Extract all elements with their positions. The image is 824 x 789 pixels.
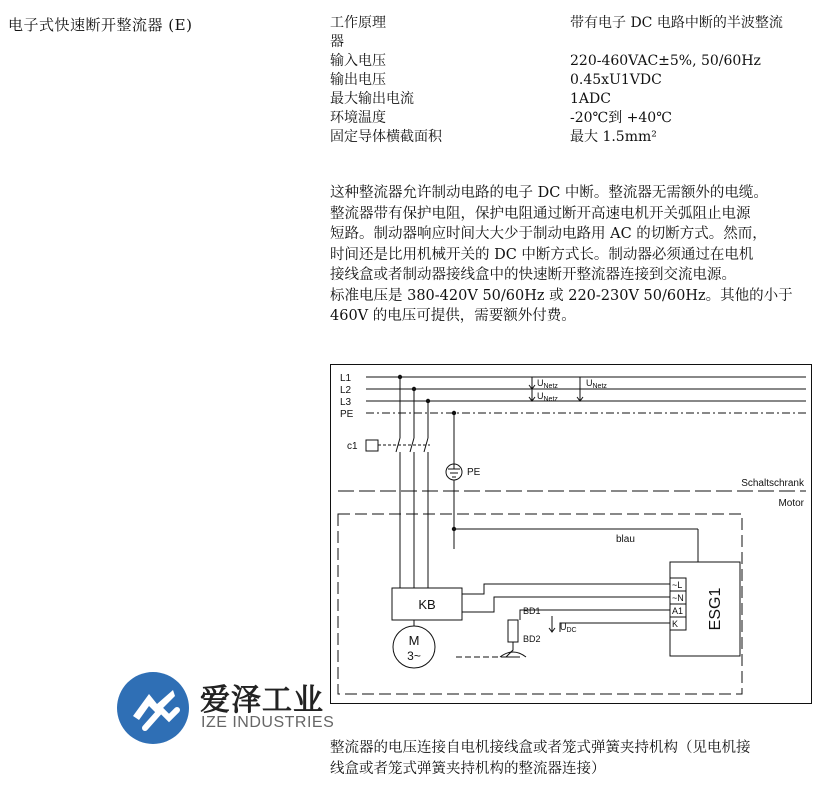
caption bbox=[330, 738, 820, 780]
spec-label: 输入电压 bbox=[330, 53, 386, 69]
brake-mech bbox=[506, 642, 520, 657]
contactor-coil bbox=[366, 440, 378, 451]
unetz-label bbox=[537, 378, 558, 390]
label-bd1: BD1 bbox=[523, 606, 541, 616]
spec-value: -20℃到 +40℃ bbox=[570, 110, 672, 126]
description-line: 整流器带有保护电阻，保护电阻通过断开高速电机开关弧阻止电源 bbox=[330, 205, 751, 222]
spec-label: 环境温度 bbox=[330, 110, 386, 126]
label-term-n: ~N bbox=[672, 593, 684, 603]
spec-value: 最大 1.5mm² bbox=[570, 129, 657, 145]
label-kb: KB bbox=[418, 597, 436, 612]
description-line: 这种整流器允许制动电路的电子 DC 中断。整流器无需额外的电缆。 bbox=[330, 185, 768, 201]
spec-row bbox=[330, 71, 820, 90]
company-logo bbox=[115, 670, 355, 750]
wire-kb-l bbox=[462, 584, 670, 594]
label-l1: L1 bbox=[340, 373, 352, 384]
udc-label bbox=[560, 622, 577, 634]
label-bd2: BD2 bbox=[523, 634, 541, 644]
label-term-l: ~L bbox=[672, 580, 683, 590]
label-term-a1: A1 bbox=[672, 606, 684, 616]
label-term-k: K bbox=[672, 619, 679, 629]
description-line: 460V 的电压可提供，需要额外付费。 bbox=[330, 308, 576, 324]
label-motor: Motor bbox=[778, 498, 804, 509]
label-blau: blau bbox=[616, 534, 635, 545]
spec-row bbox=[330, 14, 820, 33]
label-pe: PE bbox=[340, 409, 354, 420]
unetz-u: U bbox=[586, 378, 593, 388]
spec-row bbox=[330, 128, 820, 147]
spec-value: 带有电子 DC 电路中断的半波整流 bbox=[570, 15, 783, 31]
spec-table bbox=[330, 14, 820, 147]
unetz-u: U bbox=[537, 378, 544, 388]
udc-sub: DC bbox=[566, 627, 577, 634]
description-line: 时间还是比用机械开关的 DC 中断方式长。制动器必须通过在电机 bbox=[330, 246, 754, 263]
unetz-sub: Netz bbox=[592, 383, 607, 390]
label-pe-ground: PE bbox=[467, 467, 481, 478]
spec-row bbox=[330, 109, 820, 128]
unetz-label bbox=[586, 378, 607, 390]
label-motor-m: M bbox=[408, 633, 420, 648]
logo-chinese: 爱泽工业 bbox=[200, 683, 324, 718]
spec-row bbox=[330, 33, 820, 52]
label-motor-3: 3~ bbox=[407, 649, 421, 663]
logo-english: IZE INDUSTRIES bbox=[201, 714, 335, 731]
section-heading: 电子式快速断开整流器 (E) bbox=[8, 16, 193, 34]
logo-mark-icon bbox=[115, 670, 195, 750]
spec-value: 0.45xU1VDC bbox=[570, 72, 662, 88]
brake-mech bbox=[500, 652, 526, 657]
spec-label: 固定导体横截面积 bbox=[330, 129, 442, 145]
spec-row bbox=[330, 52, 820, 71]
description-line: 短路。制动器响应时间大大少于制动电路用 AC 的切断方式。然而， bbox=[330, 226, 767, 242]
spec-label: 最大输出电流 bbox=[330, 91, 414, 107]
unetz-u: U bbox=[537, 391, 544, 401]
label-l3: L3 bbox=[340, 397, 352, 408]
spec-value: 1ADC bbox=[570, 91, 611, 107]
spec-value: 220-460VAC±5%, 50/60Hz bbox=[570, 53, 761, 69]
label-l2: L2 bbox=[340, 385, 352, 396]
caption-line: 线盒或者笼式弹簧夹持机构的整流器连接） bbox=[330, 761, 606, 777]
spec-label: 输出电压 bbox=[330, 72, 386, 88]
udc-u: U bbox=[560, 622, 567, 632]
spec-value bbox=[570, 33, 820, 52]
label-schaltschrank: Schaltschrank bbox=[741, 478, 804, 489]
label-esg1: ESG1 bbox=[707, 587, 724, 631]
description-paragraph bbox=[330, 183, 820, 327]
spec-label: 工作原理 bbox=[330, 15, 386, 31]
spec-row bbox=[330, 90, 820, 109]
spec-label: 器 bbox=[330, 34, 344, 50]
brake-coil bbox=[508, 620, 518, 642]
description-line: 接线盒或者制动器接线盒中的快速断开整流器连接到交流电源。 bbox=[330, 267, 736, 283]
wire-a1 bbox=[520, 610, 670, 620]
label-c1: c1 bbox=[347, 441, 358, 452]
description-line: 标准电压是 380-420V 50/60Hz 或 220-230V 50/60Hz。其他的小于 bbox=[330, 287, 793, 304]
unetz-sub: Netz bbox=[543, 396, 558, 403]
unetz-sub: Netz bbox=[543, 383, 558, 390]
wiring-diagram bbox=[330, 364, 812, 704]
caption-line: 整流器的电压连接自电机接线盒或者笼式弹簧夹持机构（见电机接 bbox=[330, 740, 751, 756]
